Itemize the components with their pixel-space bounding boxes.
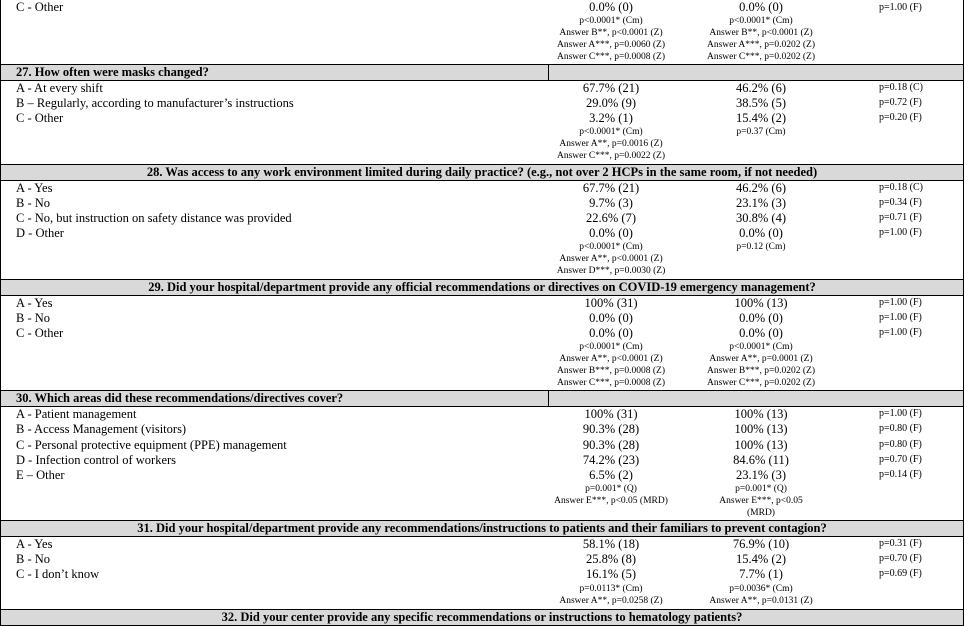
group1-value: 0.0% (0): [589, 226, 633, 240]
group2-value: 0.0% (0): [739, 326, 783, 340]
question-title: 27. How often were masks changed?: [16, 65, 209, 79]
group2-value: 38.5% (5): [736, 96, 786, 110]
group1-value: 90.3% (28): [582, 422, 640, 436]
group2-value: 15.4% (2): [736, 552, 786, 566]
question-header: [1, 390, 963, 407]
group2-value: 0.0% (0): [739, 311, 783, 325]
comparison-p-value: p=0.20 (F): [879, 112, 922, 123]
group2-value: 46.2% (6): [736, 181, 786, 195]
group2-stat: Answer B**, p<0.0001 (Z): [709, 28, 813, 38]
question-title: 29. Did your hospital/department provide any official recommendations or directives on COVID-19 emergency management?: [148, 280, 816, 294]
group1-value: 67.7% (21): [582, 81, 640, 95]
group2-value: 100% (13): [734, 296, 788, 310]
comparison-p-value: p=0.80 (F): [879, 423, 922, 434]
group2-value: 100% (13): [734, 407, 788, 421]
group2-value: 7.7% (1): [739, 567, 783, 581]
answer-label: D - Other: [16, 226, 64, 240]
group2-value: 84.6% (11): [733, 453, 789, 467]
group2-stat: (MRD): [747, 508, 775, 518]
comparison-p-value: p=0.34 (F): [879, 197, 922, 208]
group1-stat: Answer A**, p<0.0001 (Z): [559, 354, 663, 364]
group1-stat: Answer C***, p=0.0022 (Z): [557, 151, 665, 161]
group2-stat: Answer C***, p=0.0202 (Z): [707, 52, 815, 62]
comparison-p-value: p=0.18 (C): [879, 182, 923, 193]
question-title: 30. Which areas did these recommendations/directives cover?: [16, 391, 344, 405]
group2-stat: p<0.0001* (Cm): [729, 16, 793, 26]
answer-label: A - Patient management: [16, 407, 137, 421]
group2-value: 30.8% (4): [736, 211, 786, 225]
group1-stat: p=0.001* (Q): [585, 484, 637, 494]
comparison-p-value: p=1.00 (F): [879, 408, 922, 419]
group2-value: 46.2% (6): [736, 81, 786, 95]
group2-value: 76.9% (10): [732, 537, 790, 551]
comparison-p-value: p=0.31 (F): [879, 538, 922, 549]
group1-stat: Answer A**, p=0.0016 (Z): [559, 139, 663, 149]
group2-value: 15.4% (2): [736, 111, 786, 125]
answer-label: C - I don’t know: [16, 567, 100, 581]
question-header: [1, 164, 963, 181]
answer-label: C - Other: [16, 326, 64, 340]
group1-value: 29.0% (9): [586, 96, 636, 110]
group2-stat: p=0.37 (Cm): [736, 127, 786, 137]
group1-value: 0.0% (0): [589, 0, 633, 14]
group2-value: 23.1% (3): [736, 196, 786, 210]
answer-label: D - Infection control of workers: [16, 453, 177, 467]
group2-stat: p=0.001* (Q): [735, 484, 787, 494]
comparison-p-value: p=0.18 (C): [879, 82, 923, 93]
comparison-p-value: p=1.00 (F): [879, 327, 922, 338]
group1-stat: Answer B***, p=0.0008 (Z): [557, 366, 665, 376]
comparison-p-value: p=0.70 (F): [879, 553, 922, 564]
group1-value: 58.1% (18): [582, 537, 640, 551]
group2-stat: Answer C***, p=0.0202 (Z): [707, 378, 815, 388]
answer-label: C - Personal protective equipment (PPE) management: [16, 438, 287, 452]
group2-stat: p<0.0001* (Cm): [729, 342, 793, 352]
question-header: [1, 279, 963, 296]
comparison-p-value: p=0.72 (F): [879, 97, 922, 108]
group1-stat: Answer D***, p=0.0030 (Z): [556, 266, 666, 276]
group1-stat: Answer C***, p=0.0008 (Z): [557, 378, 665, 388]
answer-label: B – Regularly, according to manufacturer’s instructions: [16, 96, 294, 110]
answer-label: B - No: [16, 552, 51, 566]
group1-value: 6.5% (2): [589, 468, 633, 482]
group1-stat: p<0.0001* (Cm): [579, 127, 643, 137]
group1-stat: p<0.0001* (Cm): [579, 16, 643, 26]
group1-value: 74.2% (23): [582, 453, 640, 467]
group2-stat: p=0.0036* (Cm): [729, 584, 793, 594]
group1-stat: Answer E***, p<0.05 (MRD): [554, 496, 668, 506]
question-header: [1, 64, 963, 81]
header-divider: [548, 391, 549, 406]
group1-stat: p<0.0001* (Cm): [579, 342, 643, 352]
comparison-p-value: p=0.70 (F): [879, 454, 922, 465]
group1-value: 16.1% (5): [586, 567, 636, 581]
group2-value: 100% (13): [734, 438, 788, 452]
answer-label: C - No, but instruction on safety distance was provided: [16, 211, 292, 225]
group1-value: 22.6% (7): [586, 211, 636, 225]
answer-label: C - Other: [16, 111, 64, 125]
question-title: 32. Did your center provide any specific recommendations or instructions to hematology patients?: [221, 610, 743, 624]
answer-label: B - No: [16, 311, 51, 325]
group1-stat: p=0.0113* (Cm): [579, 584, 643, 594]
answer-label: A - Yes: [16, 296, 53, 310]
question-header: [1, 520, 963, 537]
question-title: 31. Did your hospital/department provide any recommendations/instructions to patients and their familiars to prevent contagion?: [137, 521, 827, 535]
group1-value: 90.3% (28): [582, 438, 640, 452]
group1-value: 0.0% (0): [589, 326, 633, 340]
group1-value: 9.7% (3): [589, 196, 633, 210]
group1-value: 67.7% (21): [582, 181, 640, 195]
group1-stat: Answer C***, p=0.0008 (Z): [557, 52, 665, 62]
comparison-p-value: p=0.80 (F): [879, 439, 922, 450]
answer-label: A - Yes: [16, 181, 53, 195]
group2-value: 0.0% (0): [739, 0, 783, 14]
group2-value: 0.0% (0): [739, 226, 783, 240]
group1-stat: Answer A**, p<0.0001 (Z): [559, 254, 663, 264]
question-header: [1, 609, 963, 626]
group2-stat: Answer B***, p=0.0202 (Z): [707, 366, 815, 376]
comparison-p-value: p=1.00 (F): [879, 297, 922, 308]
group2-stat: Answer A**, p=0.0131 (Z): [709, 596, 813, 606]
comparison-p-value: p=0.14 (F): [879, 469, 922, 480]
answer-label: C - Other: [16, 0, 64, 14]
group1-stat: Answer B**, p<0.0001 (Z): [559, 28, 663, 38]
group1-value: 25.8% (8): [586, 552, 636, 566]
group2-stat: Answer A***, p=0.0202 (Z): [707, 40, 815, 50]
group1-value: 100% (31): [584, 296, 638, 310]
group2-value: 100% (13): [734, 422, 788, 436]
comparison-p-value: p=1.00 (F): [879, 227, 922, 238]
group1-stat: p<0.0001* (Cm): [579, 242, 643, 252]
group2-stat: p=0.12 (Cm): [736, 242, 786, 252]
group1-value: 100% (31): [584, 407, 638, 421]
answer-label: A - Yes: [16, 537, 53, 551]
group1-stat: Answer A***, p=0.0060 (Z): [557, 40, 665, 50]
comparison-p-value: p=1.00 (F): [879, 2, 922, 13]
answer-label: B - No: [16, 196, 51, 210]
answer-label: A - At every shift: [16, 81, 103, 95]
header-divider: [548, 65, 549, 80]
group2-stat: Answer A**, p=0.0001 (Z): [709, 354, 813, 364]
comparison-p-value: p=0.71 (F): [879, 212, 922, 223]
question-title: 28. Was access to any work environment limited during daily practice? (e.g., not over 2 HCPs in the same room, if not needed): [146, 165, 818, 179]
answer-label: B - Access Management (visitors): [16, 422, 187, 436]
group2-stat: Answer E***, p<0.05: [719, 496, 803, 506]
comparison-p-value: p=1.00 (F): [879, 312, 922, 323]
group1-stat: Answer A**, p=0.0258 (Z): [559, 596, 663, 606]
answer-label: E – Other: [16, 468, 65, 482]
group1-value: 3.2% (1): [589, 111, 633, 125]
comparison-p-value: p=0.69 (F): [879, 568, 922, 579]
group2-value: 23.1% (3): [736, 468, 786, 482]
group1-value: 0.0% (0): [589, 311, 633, 325]
